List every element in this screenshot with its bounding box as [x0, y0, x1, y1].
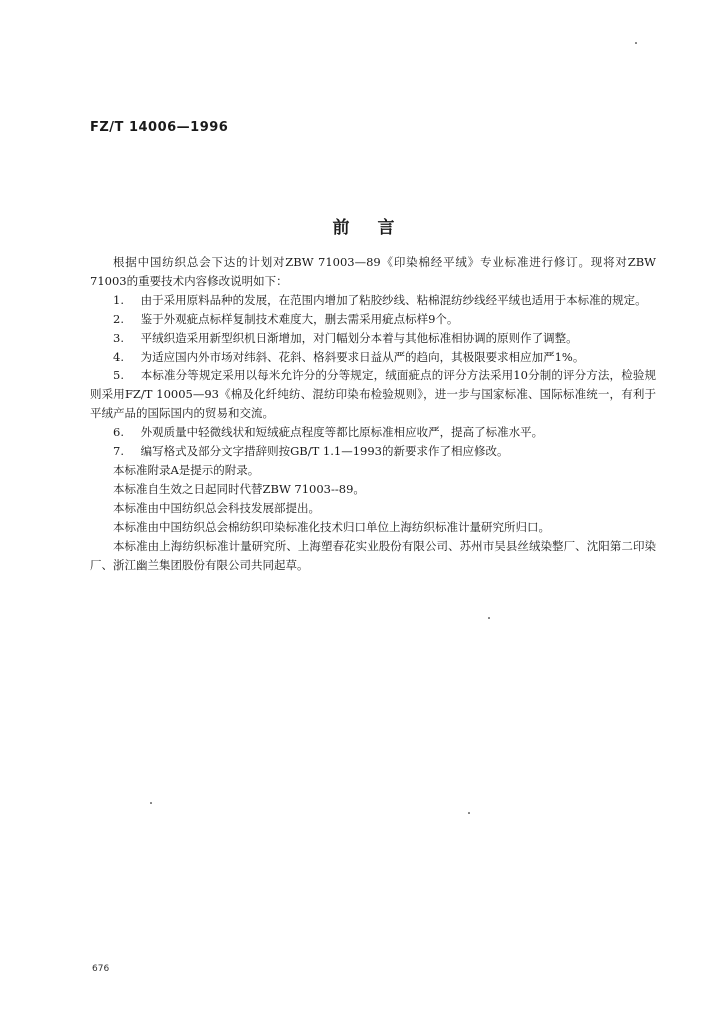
list-item	[90, 329, 656, 348]
page-title: 前言	[332, 218, 423, 238]
page-number: 676	[92, 964, 110, 974]
item-number: 4.	[113, 349, 124, 364]
scan-speck	[150, 802, 152, 804]
item-text: 由于采用原料品种的发展，在范围内增加了粘胶纱线、粘棉混纺纱线经平绒也适用于本标准的规定。	[140, 292, 647, 307]
item-number: 3.	[113, 330, 124, 345]
item-text: 外观质量中轻微线状和短绒疵点程度等都比原标准相应收严，提高了标准水平。	[140, 425, 544, 440]
scan-speck	[635, 42, 637, 44]
closing-paragraph: 本标准自生效之日起同时代替ZBW 71003--89。	[113, 481, 365, 496]
list-item	[90, 423, 656, 442]
document-code: FZ/T 14006—1996	[90, 120, 229, 135]
list-item	[90, 366, 656, 423]
item-text: 为适应国内外市场对纬斜、花斜、格斜要求日益从严的趋向，其极限要求相应加严1%。	[140, 349, 585, 364]
item-text: 编写格式及部分文字措辞则按GB/T 1.1—1993的新要求作了相应修改。	[140, 444, 509, 459]
list-item	[90, 348, 656, 367]
closing-paragraph: 本标准由中国纺织总会科技发展部提出。	[113, 500, 320, 515]
list-item	[90, 442, 656, 461]
item-number: 2.	[113, 311, 124, 326]
item-number: 5.	[113, 368, 124, 383]
item-text: 平绒织造采用新型织机日渐增加，对门幅划分本着与其他标准相协调的原则作了调整。	[140, 330, 578, 345]
intro-paragraph: 根据中国纺织总会下达的计划对ZBW 71003—89《印染棉经平绒》专业标准进行修订。现将对ZBW 71003的重要技术内容修改说明如下：	[90, 255, 656, 288]
closing-paragraph: 本标准由上海纺织标准计量研究所、上海塑春花实业股份有限公司、苏州市吴县丝绒染整厂、沈阳第二印染厂、浙江幽兰集团股份有限公司共同起草。	[90, 538, 656, 572]
item-number: 1.	[113, 292, 124, 307]
item-number: 6.	[113, 425, 124, 440]
scan-speck	[488, 617, 490, 619]
closing-paragraph: 本标准附录A是提示的附录。	[113, 462, 260, 477]
item-number: 7.	[113, 444, 124, 459]
list-item	[90, 310, 656, 329]
list-item	[90, 291, 656, 310]
item-text: 鉴于外观疵点标样复制技术难度大，删去需采用疵点标样9个。	[140, 311, 459, 326]
foreword-body	[90, 253, 656, 574]
scan-speck	[468, 812, 470, 814]
item-text: 本标准分等规定采用以每米允许分的分等规定，绒面疵点的评分方法采用10分制的评分方法，检验规则采用FZ/T 10005—93《棉及化纤纯纺、混纺印染布检验规则》，进一步与国家标准、国际标准统一，有利于平绒产品的国际国内的贸易和交流。	[90, 368, 656, 421]
closing-paragraph: 本标准由中国纺织总会棉纺织印染标准化技术归口单位上海纺织标准计量研究所归口。	[113, 519, 550, 534]
